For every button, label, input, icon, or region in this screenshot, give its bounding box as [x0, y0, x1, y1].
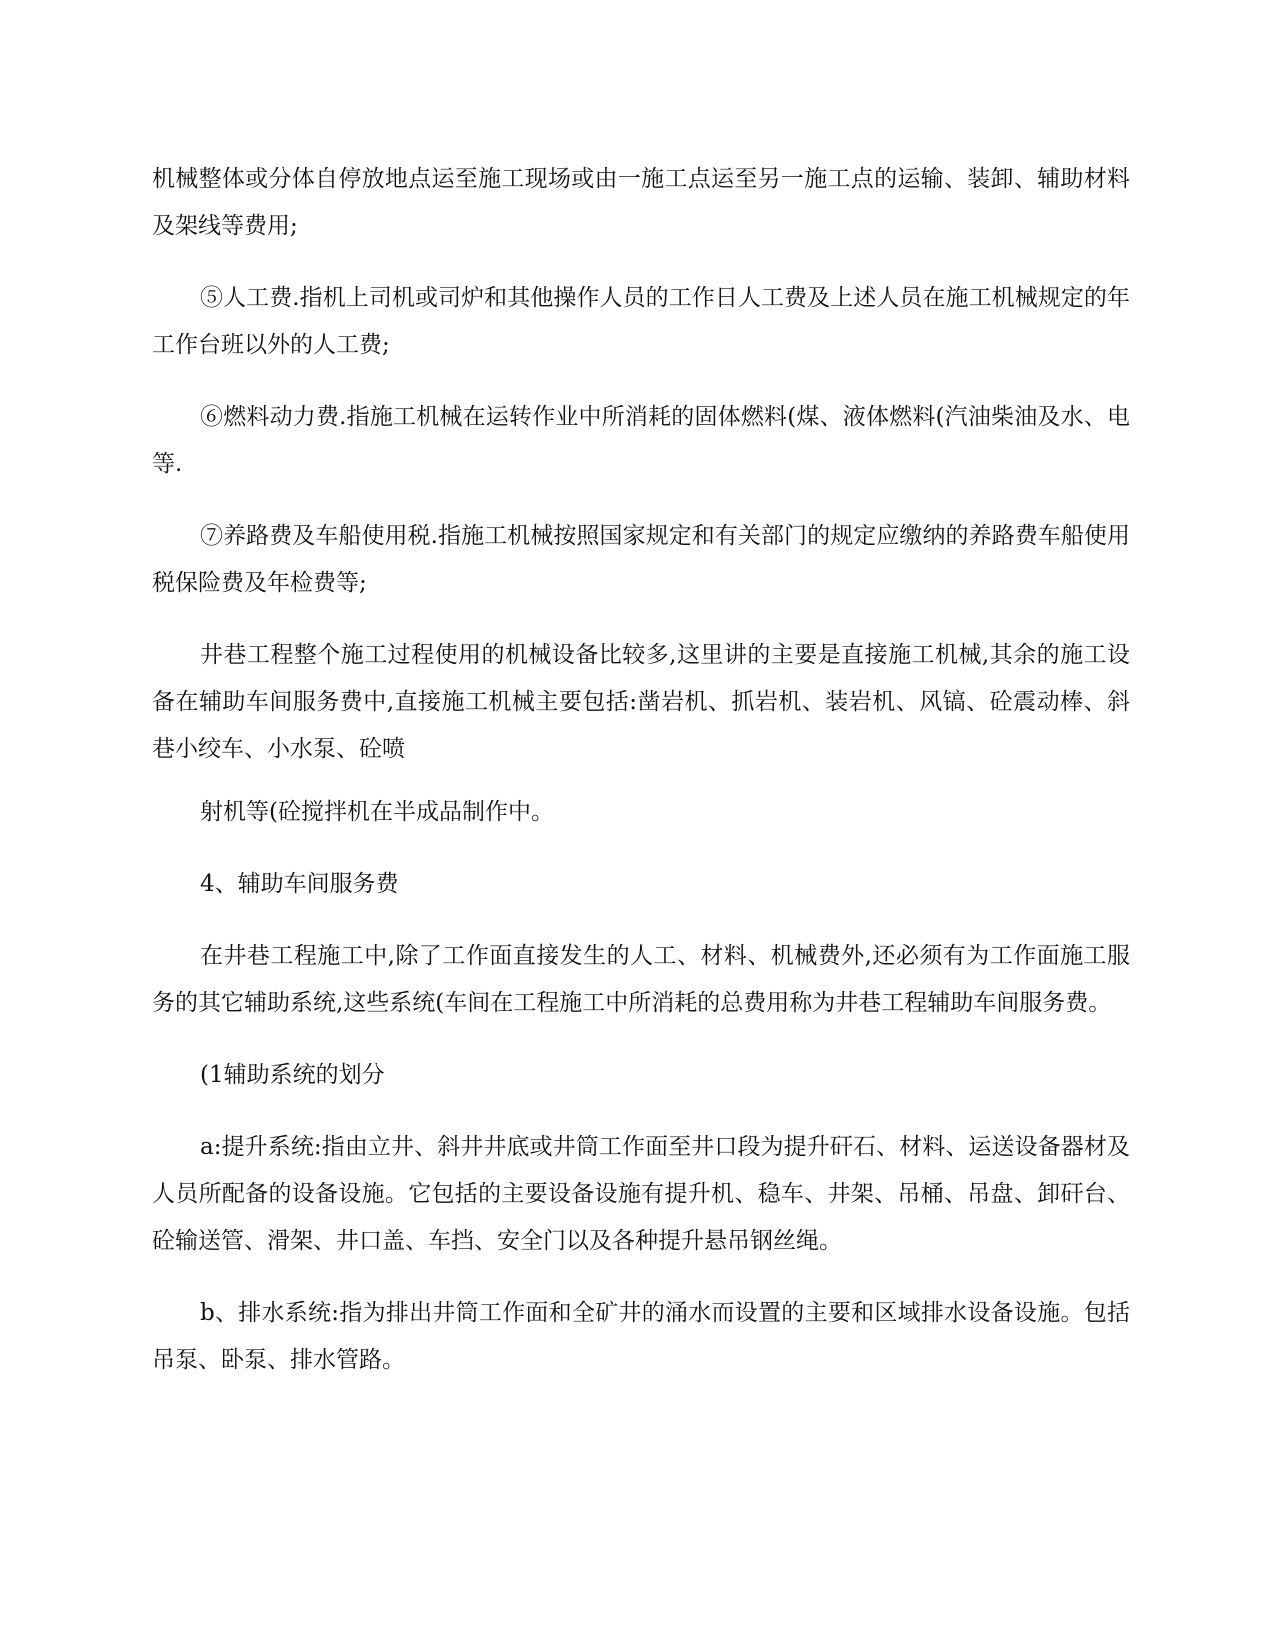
- paragraph-auxiliary-service-definition: 在井巷工程施工中,除了工作面直接发生的人工、材料、机械费外,还必须有为工作面施工服务的其它辅助系统,这些系统(车间在工程施工中所消耗的总费用称为井巷工程辅助车间服务费。: [152, 943, 1130, 1016]
- paragraph-hoisting-system: a:提升系统:指由立井、斜井井底或井筒工作面至井口段为提升矸石、材料、运送设备器材及人员所配备的设备设施。它包括的主要设备设施有提升机、稳车、井架、吊桶、吊盘、卸矸台、砼输送管、滑架、井口盖、车挡、安全门以及各种提升悬吊钢丝绳。: [152, 1134, 1130, 1254]
- subheading-auxiliary-system-division: (1辅助系统的划分: [200, 1062, 385, 1088]
- paragraph-transport-cost-continued: 机械整体或分体自停放地点运至施工现场或由一施工点运至另一施工点的运输、装卸、辅助材料及架线等费用;: [152, 166, 1130, 239]
- paragraph-labor-cost: ⑤人工费.指机上司机或司炉和其他操作人员的工作日人工费及上述人员在施工机械规定的年工作台班以外的人工费;: [152, 285, 1130, 358]
- paragraph-direct-machinery-continued: 射机等(砼搅拌机在半成品制作中。: [200, 799, 554, 825]
- paragraph-drainage-system: b、排水系统:指为排出井筒工作面和全矿井的涌水而设置的主要和区域排水设备设施。包括吊泵、卧泵、排水管路。: [152, 1300, 1130, 1373]
- paragraph-fuel-power-cost: ⑥燃料动力费.指施工机械在运转作业中所消耗的固体燃料(煤、液体燃料(汽油柴油及水、电等.: [152, 404, 1130, 477]
- document-body: [152, 156, 1130, 1409]
- section-heading-auxiliary-service: 4、辅助车间服务费: [200, 871, 399, 897]
- paragraph-direct-machinery: 井巷工程整个施工过程使用的机械设备比较多,这里讲的主要是直接施工机械,其余的施工设备在辅助车间服务费中,直接施工机械主要包括:凿岩机、抓岩机、装岩机、风镐、砼震动棒、斜巷小绞车、小水泵、砼喷: [152, 642, 1130, 762]
- paragraph-road-tax: ⑦养路费及车船使用税.指施工机械按照国家规定和有关部门的规定应缴纳的养路费车船使用税保险费及年检费等;: [152, 523, 1130, 596]
